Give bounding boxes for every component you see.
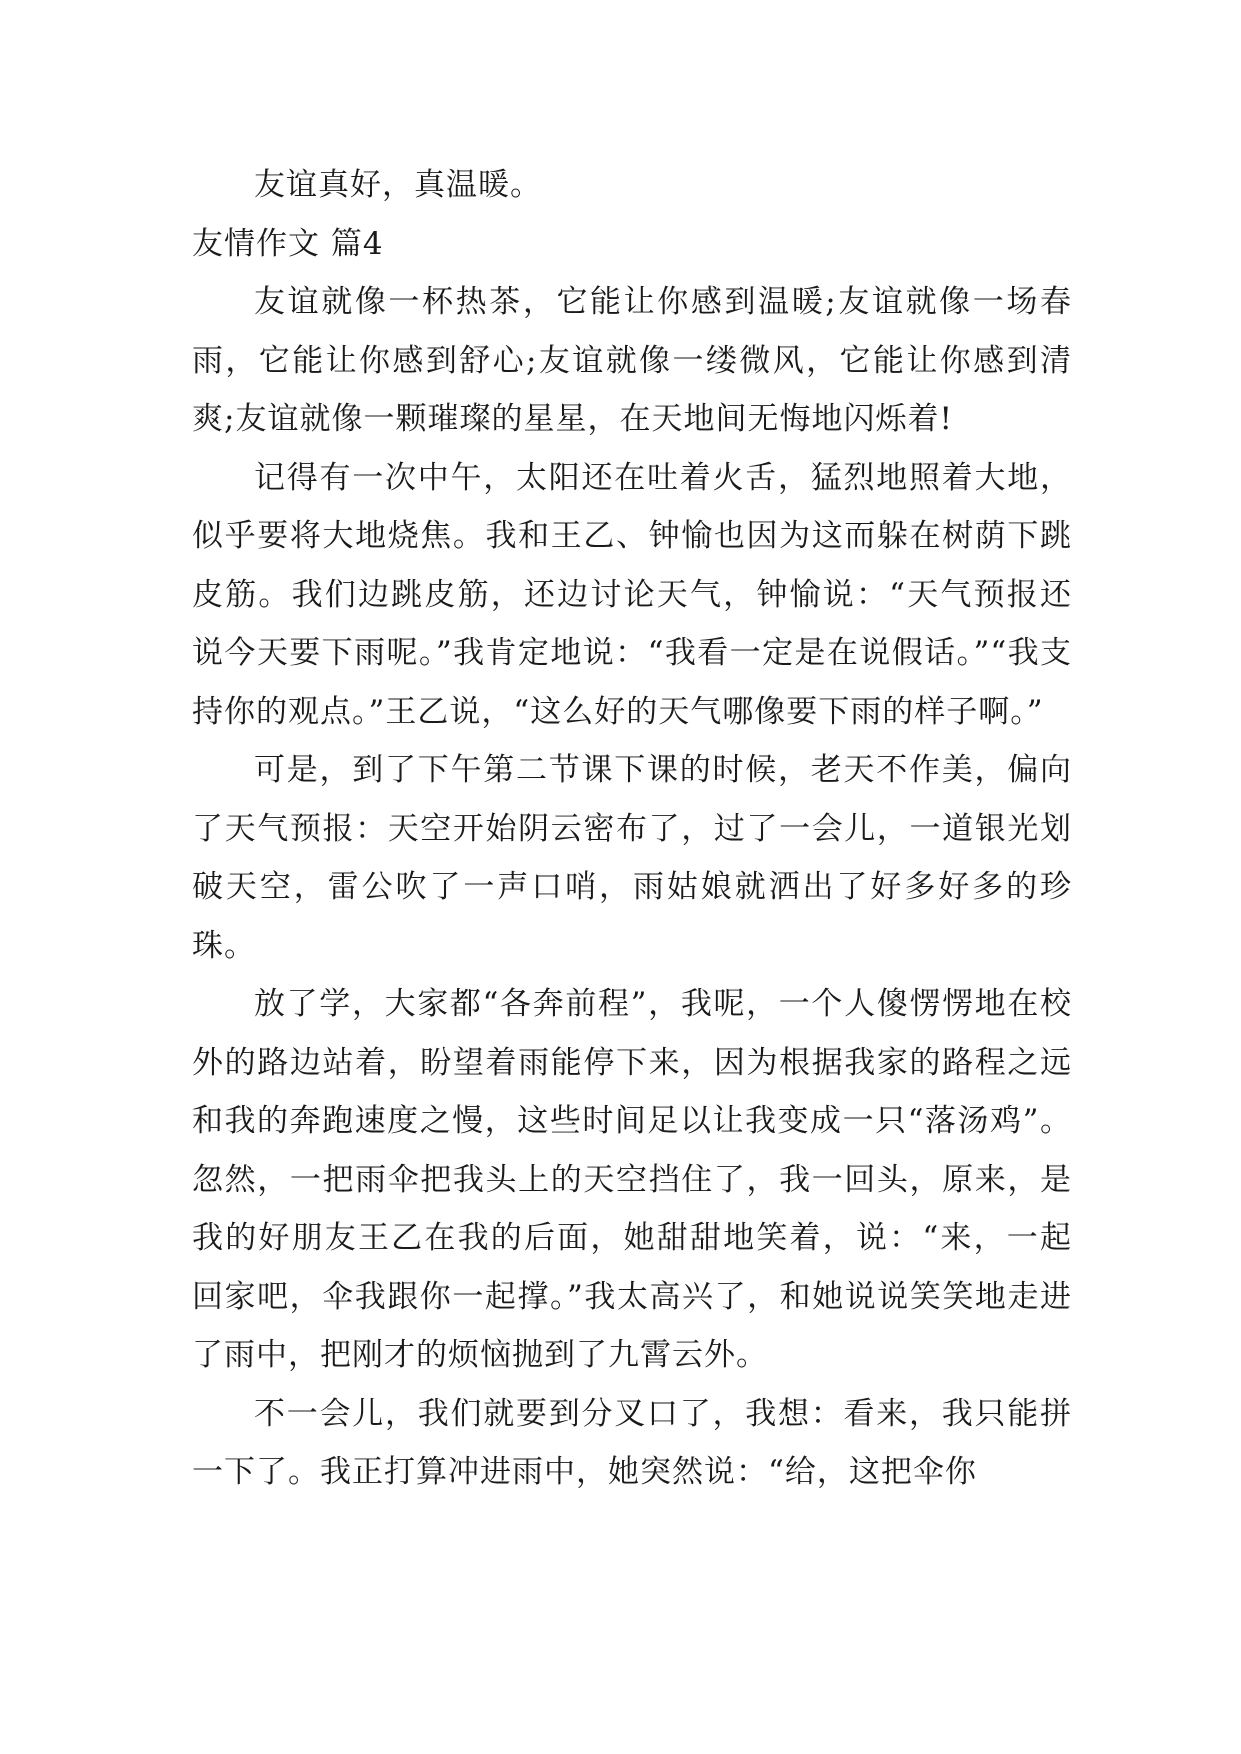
paragraph: 可是，到了下午第二节课下课的时候，老天不作美，偏向了天气预报：天空开始阴云密布了，过了一会儿，一道银光划破天空，雷公吹了一声口哨，雨姑娘就洒出了好多好多的珍珠。 — [192, 752, 1072, 964]
paragraph: 记得有一次中午，太阳还在吐着火舌，猛烈地照着大地，似乎要将大地烧焦。我和王乙、钟愉也因为这而躲在树荫下跳皮筋。我们边跳皮筋，还边讨论天气，钟愉说：“天气预报还说今天要下雨呢。”我肯定地说：“我看一定是在说假话。”“我支持你的观点。”王乙说，“这么好的天气哪像要下雨的样子啊。” — [192, 459, 1072, 730]
closing-line: 友谊真好，真温暖。 — [254, 167, 542, 203]
section-heading: 友情作文 篇4 — [192, 225, 384, 262]
paragraph: 放了学，大家都“各奔前程”，我呢，一个人傻愣愣地在校外的路边站着，盼望着雨能停下来，因为根据我家的路程之远和我的奔跑速度之慢，这些时间足以让我变成一只“落汤鸡”。忽然，一把雨伞把我头上的天空挡住了，我一回头，原来，是我的好朋友王乙在我的后面，她甜甜地笑着，说：“来，一起回家吧，伞我跟你一起撑。”我太高兴了，和她说说笑笑地走进了雨中，把刚才的烦恼抛到了九霄云外。 — [192, 986, 1072, 1373]
document-page — [192, 156, 1072, 1502]
paragraph: 不一会儿，我们就要到分叉口了，我想：看来，我只能拼一下了。我正打算冲进雨中，她突然说：“给，这把伞你 — [192, 1395, 1072, 1490]
paragraph: 友谊就像一杯热茶，它能让你感到温暖;友谊就像一场春雨，它能让你感到舒心;友谊就像一缕微风，它能让你感到清爽;友谊就像一颗璀璨的星星，在天地间无悔地闪烁着! — [192, 284, 1072, 437]
